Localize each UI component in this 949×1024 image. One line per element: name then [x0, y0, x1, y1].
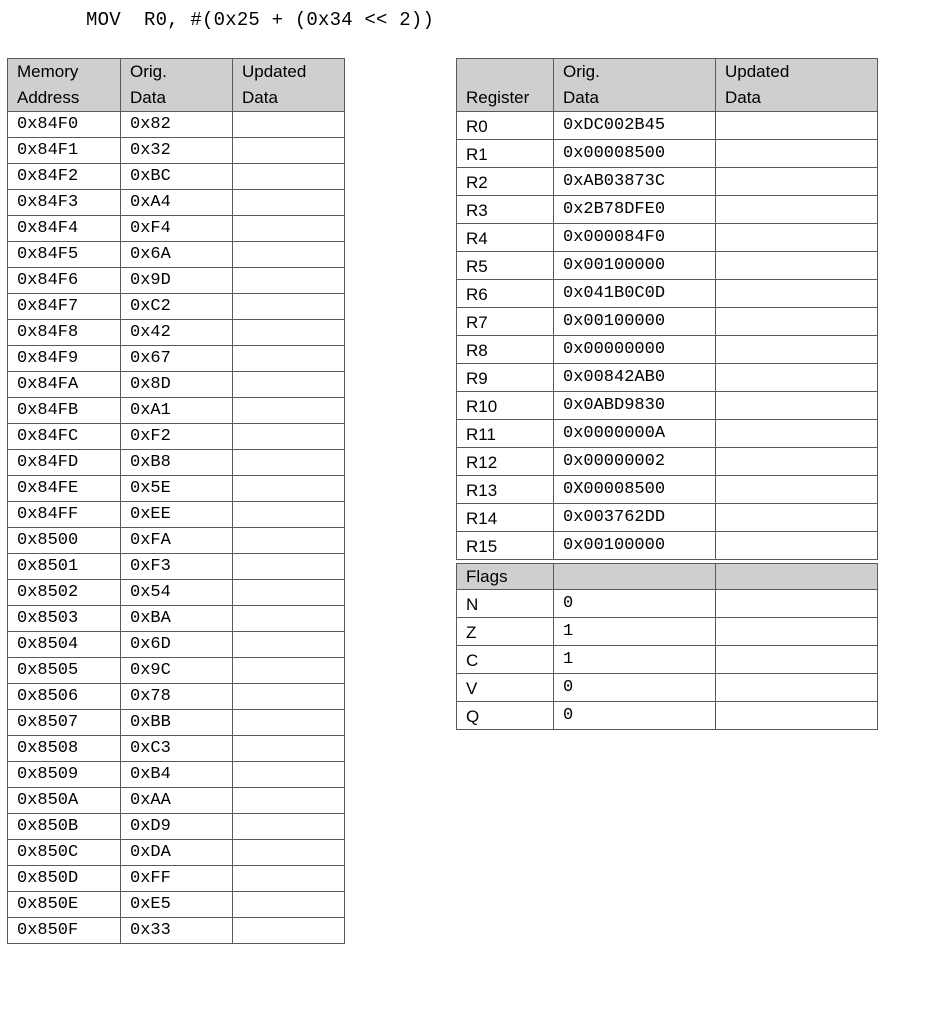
memory-updated-data-cell[interactable]: [233, 450, 345, 476]
register-orig-data-cell: 0x00842AB0: [554, 364, 716, 392]
memory-orig-data-cell: 0xC3: [121, 736, 233, 762]
memory-orig-data-cell: 0x6D: [121, 632, 233, 658]
memory-address-cell: 0x84F6: [8, 268, 121, 294]
memory-orig-data-cell: 0xB8: [121, 450, 233, 476]
memory-row: [8, 554, 345, 580]
memory-updated-data-cell[interactable]: [233, 580, 345, 606]
memory-row: [8, 762, 345, 788]
flag-row: [457, 590, 878, 618]
memory-address-cell: 0x850E: [8, 892, 121, 918]
memory-row: [8, 320, 345, 346]
memory-row: [8, 476, 345, 502]
memory-header-row: [8, 59, 345, 112]
memory-row: [8, 528, 345, 554]
register-name-cell: R3: [457, 196, 554, 224]
memory-updated-data-cell[interactable]: [233, 190, 345, 216]
memory-row: [8, 190, 345, 216]
memory-table: [7, 58, 345, 944]
memory-orig-data-cell: 0xF2: [121, 424, 233, 450]
register-orig-data-cell: 0x00100000: [554, 252, 716, 280]
memory-updated-data-cell[interactable]: [233, 554, 345, 580]
memory-address-cell: 0x8507: [8, 710, 121, 736]
register-name-cell: R7: [457, 308, 554, 336]
register-row: [457, 168, 878, 196]
memory-row: [8, 424, 345, 450]
memory-header-address: Memory Address: [8, 59, 121, 112]
memory-orig-data-cell: 0xE5: [121, 892, 233, 918]
memory-address-cell: 0x84F2: [8, 164, 121, 190]
register-name-cell: R5: [457, 252, 554, 280]
register-header-orig: Orig. Data: [554, 59, 716, 112]
register-orig-data-cell: 0X00008500: [554, 476, 716, 504]
register-row: [457, 448, 878, 476]
register-row: [457, 532, 878, 560]
memory-row: [8, 736, 345, 762]
register-name-cell: R12: [457, 448, 554, 476]
memory-address-cell: 0x8501: [8, 554, 121, 580]
memory-address-cell: 0x84F1: [8, 138, 121, 164]
register-updated-data-cell[interactable]: [716, 196, 878, 224]
flags-header-orig: [554, 564, 716, 590]
memory-row: [8, 710, 345, 736]
memory-row: [8, 450, 345, 476]
memory-updated-data-cell[interactable]: [233, 684, 345, 710]
memory-orig-data-cell: 0xFF: [121, 866, 233, 892]
flag-updated-value-cell[interactable]: [716, 590, 878, 618]
memory-address-cell: 0x84FD: [8, 450, 121, 476]
memory-row: [8, 632, 345, 658]
register-name-cell: R13: [457, 476, 554, 504]
memory-updated-data-cell[interactable]: [233, 164, 345, 190]
register-row: [457, 224, 878, 252]
memory-updated-data-cell[interactable]: [233, 320, 345, 346]
memory-orig-data-cell: 0xA1: [121, 398, 233, 424]
register-updated-data-cell[interactable]: [716, 364, 878, 392]
flag-updated-value-cell[interactable]: [716, 702, 878, 730]
register-orig-data-cell: 0x00100000: [554, 532, 716, 560]
flag-name-cell: Z: [457, 618, 554, 646]
memory-updated-data-cell[interactable]: [233, 814, 345, 840]
register-row: [457, 252, 878, 280]
memory-row: [8, 242, 345, 268]
memory-row: [8, 294, 345, 320]
register-updated-data-cell[interactable]: [716, 252, 878, 280]
memory-orig-data-cell: 0xDA: [121, 840, 233, 866]
memory-address-cell: 0x84FB: [8, 398, 121, 424]
memory-orig-data-cell: 0xC2: [121, 294, 233, 320]
register-header-updated: Updated Data: [716, 59, 878, 112]
register-name-cell: R4: [457, 224, 554, 252]
register-orig-data-cell: 0x003762DD: [554, 504, 716, 532]
memory-updated-data-cell[interactable]: [233, 268, 345, 294]
memory-row: [8, 580, 345, 606]
memory-orig-data-cell: 0xF3: [121, 554, 233, 580]
memory-address-cell: 0x84F3: [8, 190, 121, 216]
register-row: [457, 336, 878, 364]
memory-address-cell: 0x850C: [8, 840, 121, 866]
memory-address-cell: 0x84FF: [8, 502, 121, 528]
memory-row: [8, 502, 345, 528]
register-orig-data-cell: 0x00008500: [554, 140, 716, 168]
flag-updated-value-cell[interactable]: [716, 646, 878, 674]
register-updated-data-cell[interactable]: [716, 112, 878, 140]
flag-row: [457, 674, 878, 702]
memory-header-orig: Orig. Data: [121, 59, 233, 112]
memory-address-cell: 0x850A: [8, 788, 121, 814]
flag-orig-value-cell: 0: [554, 590, 716, 618]
memory-address-cell: 0x850B: [8, 814, 121, 840]
memory-orig-data-cell: 0x6A: [121, 242, 233, 268]
register-orig-data-cell: 0x00100000: [554, 308, 716, 336]
register-row: [457, 196, 878, 224]
memory-row: [8, 268, 345, 294]
flag-orig-value-cell: 1: [554, 646, 716, 674]
register-orig-data-cell: 0x00000002: [554, 448, 716, 476]
register-row: [457, 280, 878, 308]
memory-updated-data-cell[interactable]: [233, 606, 345, 632]
memory-orig-data-cell: 0xD9: [121, 814, 233, 840]
memory-orig-data-cell: 0x5E: [121, 476, 233, 502]
register-row: [457, 504, 878, 532]
flags-header-row: [457, 564, 878, 590]
memory-updated-data-cell[interactable]: [233, 242, 345, 268]
flag-orig-value-cell: 0: [554, 674, 716, 702]
register-updated-data-cell[interactable]: [716, 532, 878, 560]
memory-updated-data-cell[interactable]: [233, 216, 345, 242]
memory-address-cell: 0x8503: [8, 606, 121, 632]
memory-row: [8, 216, 345, 242]
register-row: [457, 476, 878, 504]
memory-address-cell: 0x84FC: [8, 424, 121, 450]
memory-orig-data-cell: 0x42: [121, 320, 233, 346]
flag-updated-value-cell[interactable]: [716, 674, 878, 702]
memory-orig-data-cell: 0xBB: [121, 710, 233, 736]
register-updated-data-cell[interactable]: [716, 504, 878, 532]
register-row: [457, 112, 878, 140]
memory-address-cell: 0x84FE: [8, 476, 121, 502]
memory-address-cell: 0x84F5: [8, 242, 121, 268]
memory-orig-data-cell: 0xBA: [121, 606, 233, 632]
memory-row: [8, 892, 345, 918]
flag-name-cell: C: [457, 646, 554, 674]
register-header-row: [457, 59, 878, 112]
register-row: [457, 420, 878, 448]
memory-updated-data-cell[interactable]: [233, 398, 345, 424]
memory-updated-data-cell[interactable]: [233, 892, 345, 918]
register-updated-data-cell[interactable]: [716, 476, 878, 504]
register-name-cell: R6: [457, 280, 554, 308]
memory-updated-data-cell[interactable]: [233, 476, 345, 502]
memory-row: [8, 372, 345, 398]
register-updated-data-cell[interactable]: [716, 224, 878, 252]
flag-name-cell: N: [457, 590, 554, 618]
memory-address-cell: 0x850F: [8, 918, 121, 944]
memory-row: [8, 866, 345, 892]
register-updated-data-cell[interactable]: [716, 392, 878, 420]
register-updated-data-cell[interactable]: [716, 420, 878, 448]
register-name-cell: R2: [457, 168, 554, 196]
memory-updated-data-cell[interactable]: [233, 112, 345, 138]
memory-row: [8, 814, 345, 840]
memory-row: [8, 788, 345, 814]
memory-row: [8, 840, 345, 866]
memory-orig-data-cell: 0x9D: [121, 268, 233, 294]
memory-orig-data-cell: 0x54: [121, 580, 233, 606]
memory-address-cell: 0x8504: [8, 632, 121, 658]
register-row: [457, 140, 878, 168]
register-updated-data-cell[interactable]: [716, 308, 878, 336]
flag-name-cell: Q: [457, 702, 554, 730]
register-row: [457, 392, 878, 420]
memory-orig-data-cell: 0xB4: [121, 762, 233, 788]
memory-updated-data-cell[interactable]: [233, 658, 345, 684]
memory-address-cell: 0x84FA: [8, 372, 121, 398]
register-orig-data-cell: 0x2B78DFE0: [554, 196, 716, 224]
memory-orig-data-cell: 0xFA: [121, 528, 233, 554]
register-updated-data-cell[interactable]: [716, 280, 878, 308]
memory-updated-data-cell[interactable]: [233, 138, 345, 164]
register-header-name: Register: [457, 59, 554, 112]
flag-name-cell: V: [457, 674, 554, 702]
memory-orig-data-cell: 0xF4: [121, 216, 233, 242]
memory-updated-data-cell[interactable]: [233, 736, 345, 762]
memory-row: [8, 164, 345, 190]
memory-address-cell: 0x84F0: [8, 112, 121, 138]
memory-row: [8, 138, 345, 164]
memory-address-cell: 0x8506: [8, 684, 121, 710]
memory-address-cell: 0x8500: [8, 528, 121, 554]
register-updated-data-cell[interactable]: [716, 168, 878, 196]
memory-updated-data-cell[interactable]: [233, 710, 345, 736]
flags-header-updated: [716, 564, 878, 590]
memory-header-updated: Updated Data: [233, 59, 345, 112]
memory-row: [8, 606, 345, 632]
register-name-cell: R0: [457, 112, 554, 140]
memory-orig-data-cell: 0x67: [121, 346, 233, 372]
memory-row: [8, 918, 345, 944]
memory-updated-data-cell[interactable]: [233, 372, 345, 398]
register-updated-data-cell[interactable]: [716, 336, 878, 364]
register-row: [457, 364, 878, 392]
memory-orig-data-cell: 0x32: [121, 138, 233, 164]
memory-address-cell: 0x84F9: [8, 346, 121, 372]
memory-updated-data-cell[interactable]: [233, 762, 345, 788]
register-orig-data-cell: 0x041B0C0D: [554, 280, 716, 308]
instruction-text: MOV R0, #(0x25 + (0x34 << 2)): [86, 9, 435, 31]
register-orig-data-cell: 0x0ABD9830: [554, 392, 716, 420]
memory-address-cell: 0x84F4: [8, 216, 121, 242]
flag-orig-value-cell: 1: [554, 618, 716, 646]
memory-address-cell: 0x8509: [8, 762, 121, 788]
memory-address-cell: 0x8505: [8, 658, 121, 684]
memory-row: [8, 346, 345, 372]
memory-updated-data-cell[interactable]: [233, 424, 345, 450]
flag-orig-value-cell: 0: [554, 702, 716, 730]
register-name-cell: R11: [457, 420, 554, 448]
memory-address-cell: 0x8502: [8, 580, 121, 606]
memory-row: [8, 658, 345, 684]
register-updated-data-cell[interactable]: [716, 448, 878, 476]
memory-updated-data-cell[interactable]: [233, 918, 345, 944]
memory-address-cell: 0x84F8: [8, 320, 121, 346]
register-name-cell: R15: [457, 532, 554, 560]
register-name-cell: R10: [457, 392, 554, 420]
memory-address-cell: 0x8508: [8, 736, 121, 762]
memory-orig-data-cell: 0x33: [121, 918, 233, 944]
memory-updated-data-cell[interactable]: [233, 632, 345, 658]
memory-orig-data-cell: 0x9C: [121, 658, 233, 684]
register-orig-data-cell: 0x0000000A: [554, 420, 716, 448]
flag-row: [457, 618, 878, 646]
register-row: [457, 308, 878, 336]
register-orig-data-cell: 0xAB03873C: [554, 168, 716, 196]
memory-updated-data-cell[interactable]: [233, 528, 345, 554]
register-orig-data-cell: 0xDC002B45: [554, 112, 716, 140]
memory-updated-data-cell[interactable]: [233, 294, 345, 320]
register-name-cell: R14: [457, 504, 554, 532]
register-name-cell: R9: [457, 364, 554, 392]
memory-row: [8, 684, 345, 710]
memory-row: [8, 398, 345, 424]
register-orig-data-cell: 0x000084F0: [554, 224, 716, 252]
register-updated-data-cell[interactable]: [716, 140, 878, 168]
memory-updated-data-cell[interactable]: [233, 346, 345, 372]
flag-row: [457, 702, 878, 730]
memory-orig-data-cell: 0x82: [121, 112, 233, 138]
flags-header-name: Flags: [457, 564, 554, 590]
register-table: [456, 58, 878, 560]
memory-updated-data-cell[interactable]: [233, 502, 345, 528]
memory-orig-data-cell: 0xA4: [121, 190, 233, 216]
flag-row: [457, 646, 878, 674]
memory-updated-data-cell[interactable]: [233, 788, 345, 814]
register-name-cell: R8: [457, 336, 554, 364]
memory-orig-data-cell: 0x8D: [121, 372, 233, 398]
memory-row: [8, 112, 345, 138]
memory-updated-data-cell[interactable]: [233, 840, 345, 866]
flag-updated-value-cell[interactable]: [716, 618, 878, 646]
memory-address-cell: 0x850D: [8, 866, 121, 892]
memory-address-cell: 0x84F7: [8, 294, 121, 320]
flags-table: [456, 563, 878, 730]
register-name-cell: R1: [457, 140, 554, 168]
memory-updated-data-cell[interactable]: [233, 866, 345, 892]
memory-orig-data-cell: 0xAA: [121, 788, 233, 814]
memory-orig-data-cell: 0x78: [121, 684, 233, 710]
memory-orig-data-cell: 0xEE: [121, 502, 233, 528]
memory-orig-data-cell: 0xBC: [121, 164, 233, 190]
register-orig-data-cell: 0x00000000: [554, 336, 716, 364]
